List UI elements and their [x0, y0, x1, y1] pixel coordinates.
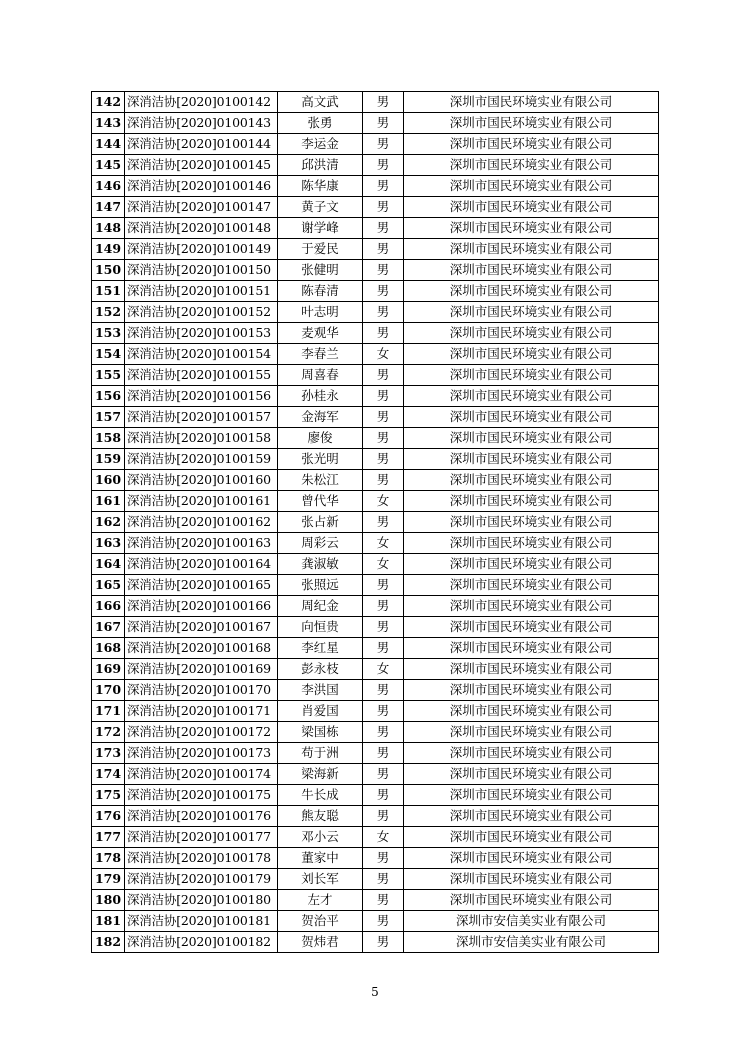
certificate-number-cell: 深消洁协[2020]0100173: [125, 743, 278, 764]
certificate-number-cell: 深消洁协[2020]0100149: [125, 239, 278, 260]
person-name-cell: 金海军: [278, 407, 363, 428]
row-number-cell: 172: [92, 722, 125, 743]
table-row: [92, 302, 659, 323]
row-number-cell: 143: [92, 113, 125, 134]
company-name-cell: 深圳市国民环境实业有限公司: [404, 365, 659, 386]
certificate-number-cell: 深消洁协[2020]0100176: [125, 806, 278, 827]
table-row: [92, 575, 659, 596]
certificate-number-cell: 深消洁协[2020]0100159: [125, 449, 278, 470]
row-number-cell: 162: [92, 512, 125, 533]
table-row: [92, 323, 659, 344]
certificate-number-cell: 深消洁协[2020]0100145: [125, 155, 278, 176]
certificate-number-cell: 深消洁协[2020]0100161: [125, 491, 278, 512]
company-name-cell: 深圳市国民环境实业有限公司: [404, 722, 659, 743]
company-name-cell: 深圳市国民环境实业有限公司: [404, 638, 659, 659]
person-name-cell: 熊友聪: [278, 806, 363, 827]
person-name-cell: 曾代华: [278, 491, 363, 512]
certificate-number-cell: 深消洁协[2020]0100164: [125, 554, 278, 575]
table-row: [92, 134, 659, 155]
gender-cell: 男: [363, 428, 404, 449]
gender-cell: 女: [363, 554, 404, 575]
person-name-cell: 周喜春: [278, 365, 363, 386]
company-name-cell: 深圳市国民环境实业有限公司: [404, 260, 659, 281]
row-number-cell: 151: [92, 281, 125, 302]
company-name-cell: 深圳市国民环境实业有限公司: [404, 470, 659, 491]
person-name-cell: 李春兰: [278, 344, 363, 365]
company-name-cell: 深圳市国民环境实业有限公司: [404, 134, 659, 155]
gender-cell: 男: [363, 155, 404, 176]
company-name-cell: 深圳市国民环境实业有限公司: [404, 407, 659, 428]
table-row: [92, 596, 659, 617]
certificate-number-cell: 深消洁协[2020]0100150: [125, 260, 278, 281]
table-row: [92, 722, 659, 743]
certificate-number-cell: 深消洁协[2020]0100171: [125, 701, 278, 722]
table-row: [92, 449, 659, 470]
company-name-cell: 深圳市国民环境实业有限公司: [404, 512, 659, 533]
gender-cell: 女: [363, 827, 404, 848]
gender-cell: 男: [363, 302, 404, 323]
certificate-number-cell: 深消洁协[2020]0100158: [125, 428, 278, 449]
person-name-cell: 彭永枝: [278, 659, 363, 680]
person-name-cell: 张光明: [278, 449, 363, 470]
person-name-cell: 刘长军: [278, 869, 363, 890]
company-name-cell: 深圳市国民环境实业有限公司: [404, 449, 659, 470]
person-name-cell: 孙桂永: [278, 386, 363, 407]
row-number-cell: 178: [92, 848, 125, 869]
person-name-cell: 肖爱国: [278, 701, 363, 722]
table-row: [92, 932, 659, 953]
certificate-number-cell: 深消洁协[2020]0100175: [125, 785, 278, 806]
table-row: [92, 827, 659, 848]
company-name-cell: 深圳市国民环境实业有限公司: [404, 596, 659, 617]
company-name-cell: 深圳市国民环境实业有限公司: [404, 617, 659, 638]
table-row: [92, 407, 659, 428]
row-number-cell: 173: [92, 743, 125, 764]
company-name-cell: 深圳市国民环境实业有限公司: [404, 239, 659, 260]
company-name-cell: 深圳市国民环境实业有限公司: [404, 176, 659, 197]
row-number-cell: 179: [92, 869, 125, 890]
certificate-number-cell: 深消洁协[2020]0100152: [125, 302, 278, 323]
roster-table: [91, 91, 659, 953]
gender-cell: 男: [363, 764, 404, 785]
row-number-cell: 160: [92, 470, 125, 491]
person-name-cell: 高文武: [278, 92, 363, 113]
company-name-cell: 深圳市国民环境实业有限公司: [404, 806, 659, 827]
person-name-cell: 贺治平: [278, 911, 363, 932]
row-number-cell: 147: [92, 197, 125, 218]
table-row: [92, 764, 659, 785]
table-row: [92, 260, 659, 281]
table-row: [92, 617, 659, 638]
company-name-cell: 深圳市国民环境实业有限公司: [404, 575, 659, 596]
company-name-cell: 深圳市国民环境实业有限公司: [404, 701, 659, 722]
gender-cell: 男: [363, 848, 404, 869]
row-number-cell: 177: [92, 827, 125, 848]
table-row: [92, 365, 659, 386]
company-name-cell: 深圳市国民环境实业有限公司: [404, 743, 659, 764]
certificate-number-cell: 深消洁协[2020]0100180: [125, 890, 278, 911]
person-name-cell: 麦观华: [278, 323, 363, 344]
certificate-number-cell: 深消洁协[2020]0100181: [125, 911, 278, 932]
company-name-cell: 深圳市国民环境实业有限公司: [404, 113, 659, 134]
row-number-cell: 165: [92, 575, 125, 596]
row-number-cell: 163: [92, 533, 125, 554]
company-name-cell: 深圳市国民环境实业有限公司: [404, 533, 659, 554]
table-row: [92, 890, 659, 911]
table-row: [92, 659, 659, 680]
row-number-cell: 170: [92, 680, 125, 701]
gender-cell: 男: [363, 134, 404, 155]
table-row: [92, 533, 659, 554]
certificate-number-cell: 深消洁协[2020]0100166: [125, 596, 278, 617]
row-number-cell: 146: [92, 176, 125, 197]
row-number-cell: 174: [92, 764, 125, 785]
row-number-cell: 145: [92, 155, 125, 176]
person-name-cell: 贺炜君: [278, 932, 363, 953]
gender-cell: 男: [363, 638, 404, 659]
row-number-cell: 168: [92, 638, 125, 659]
table-row: [92, 470, 659, 491]
person-name-cell: 于爱民: [278, 239, 363, 260]
gender-cell: 男: [363, 806, 404, 827]
person-name-cell: 陈华康: [278, 176, 363, 197]
certificate-number-cell: 深消洁协[2020]0100167: [125, 617, 278, 638]
table-row: [92, 680, 659, 701]
certificate-number-cell: 深消洁协[2020]0100160: [125, 470, 278, 491]
table-row: [92, 281, 659, 302]
gender-cell: 男: [363, 260, 404, 281]
table-row: [92, 386, 659, 407]
company-name-cell: 深圳市国民环境实业有限公司: [404, 491, 659, 512]
gender-cell: 男: [363, 407, 404, 428]
person-name-cell: 董家中: [278, 848, 363, 869]
gender-cell: 男: [363, 932, 404, 953]
person-name-cell: 梁海新: [278, 764, 363, 785]
person-name-cell: 张健明: [278, 260, 363, 281]
person-name-cell: 张勇: [278, 113, 363, 134]
gender-cell: 男: [363, 869, 404, 890]
company-name-cell: 深圳市国民环境实业有限公司: [404, 827, 659, 848]
certificate-number-cell: 深消洁协[2020]0100142: [125, 92, 278, 113]
table-row: [92, 344, 659, 365]
gender-cell: 女: [363, 533, 404, 554]
table-row: [92, 911, 659, 932]
person-name-cell: 邓小云: [278, 827, 363, 848]
row-number-cell: 169: [92, 659, 125, 680]
gender-cell: 男: [363, 890, 404, 911]
roster-table-body: [92, 92, 659, 953]
row-number-cell: 167: [92, 617, 125, 638]
certificate-number-cell: 深消洁协[2020]0100177: [125, 827, 278, 848]
gender-cell: 男: [363, 365, 404, 386]
gender-cell: 女: [363, 491, 404, 512]
company-name-cell: 深圳市国民环境实业有限公司: [404, 764, 659, 785]
row-number-cell: 161: [92, 491, 125, 512]
gender-cell: 男: [363, 449, 404, 470]
certificate-number-cell: 深消洁协[2020]0100170: [125, 680, 278, 701]
company-name-cell: 深圳市安信美实业有限公司: [404, 911, 659, 932]
table-row: [92, 113, 659, 134]
certificate-number-cell: 深消洁协[2020]0100172: [125, 722, 278, 743]
row-number-cell: 166: [92, 596, 125, 617]
certificate-number-cell: 深消洁协[2020]0100168: [125, 638, 278, 659]
person-name-cell: 廖俊: [278, 428, 363, 449]
gender-cell: 男: [363, 911, 404, 932]
table-row: [92, 491, 659, 512]
table-row: [92, 869, 659, 890]
gender-cell: 男: [363, 575, 404, 596]
certificate-number-cell: 深消洁协[2020]0100169: [125, 659, 278, 680]
gender-cell: 男: [363, 92, 404, 113]
gender-cell: 男: [363, 218, 404, 239]
certificate-number-cell: 深消洁协[2020]0100178: [125, 848, 278, 869]
person-name-cell: 黄子文: [278, 197, 363, 218]
row-number-cell: 154: [92, 344, 125, 365]
person-name-cell: 左才: [278, 890, 363, 911]
gender-cell: 男: [363, 617, 404, 638]
table-row: [92, 176, 659, 197]
row-number-cell: 182: [92, 932, 125, 953]
certificate-number-cell: 深消洁协[2020]0100153: [125, 323, 278, 344]
company-name-cell: 深圳市国民环境实业有限公司: [404, 302, 659, 323]
company-name-cell: 深圳市国民环境实业有限公司: [404, 554, 659, 575]
certificate-number-cell: 深消洁协[2020]0100144: [125, 134, 278, 155]
row-number-cell: 152: [92, 302, 125, 323]
page-number: 5: [371, 985, 379, 999]
certificate-number-cell: 深消洁协[2020]0100179: [125, 869, 278, 890]
table-row: [92, 806, 659, 827]
person-name-cell: 谢学峰: [278, 218, 363, 239]
table-row: [92, 743, 659, 764]
gender-cell: 男: [363, 596, 404, 617]
person-name-cell: 龚淑敏: [278, 554, 363, 575]
row-number-cell: 156: [92, 386, 125, 407]
company-name-cell: 深圳市国民环境实业有限公司: [404, 92, 659, 113]
certificate-number-cell: 深消洁协[2020]0100143: [125, 113, 278, 134]
gender-cell: 男: [363, 722, 404, 743]
row-number-cell: 171: [92, 701, 125, 722]
gender-cell: 男: [363, 197, 404, 218]
company-name-cell: 深圳市国民环境实业有限公司: [404, 680, 659, 701]
person-name-cell: 梁国栋: [278, 722, 363, 743]
person-name-cell: 陈春清: [278, 281, 363, 302]
company-name-cell: 深圳市国民环境实业有限公司: [404, 890, 659, 911]
company-name-cell: 深圳市国民环境实业有限公司: [404, 197, 659, 218]
gender-cell: 男: [363, 386, 404, 407]
gender-cell: 男: [363, 785, 404, 806]
certificate-number-cell: 深消洁协[2020]0100148: [125, 218, 278, 239]
gender-cell: 女: [363, 344, 404, 365]
row-number-cell: 181: [92, 911, 125, 932]
row-number-cell: 157: [92, 407, 125, 428]
gender-cell: 男: [363, 239, 404, 260]
row-number-cell: 149: [92, 239, 125, 260]
row-number-cell: 142: [92, 92, 125, 113]
gender-cell: 男: [363, 470, 404, 491]
gender-cell: 男: [363, 323, 404, 344]
company-name-cell: 深圳市安信美实业有限公司: [404, 932, 659, 953]
table-row: [92, 785, 659, 806]
row-number-cell: 158: [92, 428, 125, 449]
person-name-cell: 李洪国: [278, 680, 363, 701]
person-name-cell: 周纪金: [278, 596, 363, 617]
person-name-cell: 朱松江: [278, 470, 363, 491]
certificate-number-cell: 深消洁协[2020]0100163: [125, 533, 278, 554]
person-name-cell: 向恒贵: [278, 617, 363, 638]
person-name-cell: 牛长成: [278, 785, 363, 806]
table-row: [92, 428, 659, 449]
certificate-number-cell: 深消洁协[2020]0100157: [125, 407, 278, 428]
gender-cell: 男: [363, 680, 404, 701]
company-name-cell: 深圳市国民环境实业有限公司: [404, 785, 659, 806]
person-name-cell: 叶志明: [278, 302, 363, 323]
company-name-cell: 深圳市国民环境实业有限公司: [404, 323, 659, 344]
gender-cell: 女: [363, 659, 404, 680]
person-name-cell: 苟于洲: [278, 743, 363, 764]
certificate-number-cell: 深消洁协[2020]0100174: [125, 764, 278, 785]
gender-cell: 男: [363, 281, 404, 302]
gender-cell: 男: [363, 113, 404, 134]
table-row: [92, 155, 659, 176]
certificate-number-cell: 深消洁协[2020]0100146: [125, 176, 278, 197]
certificate-number-cell: 深消洁协[2020]0100182: [125, 932, 278, 953]
row-number-cell: 159: [92, 449, 125, 470]
person-name-cell: 周彩云: [278, 533, 363, 554]
person-name-cell: 李运金: [278, 134, 363, 155]
person-name-cell: 邱洪清: [278, 155, 363, 176]
certificate-number-cell: 深消洁协[2020]0100165: [125, 575, 278, 596]
certificate-number-cell: 深消洁协[2020]0100147: [125, 197, 278, 218]
company-name-cell: 深圳市国民环境实业有限公司: [404, 386, 659, 407]
row-number-cell: 164: [92, 554, 125, 575]
person-name-cell: 张占新: [278, 512, 363, 533]
table-row: [92, 239, 659, 260]
certificate-number-cell: 深消洁协[2020]0100154: [125, 344, 278, 365]
row-number-cell: 176: [92, 806, 125, 827]
gender-cell: 男: [363, 176, 404, 197]
row-number-cell: 148: [92, 218, 125, 239]
gender-cell: 男: [363, 743, 404, 764]
company-name-cell: 深圳市国民环境实业有限公司: [404, 155, 659, 176]
company-name-cell: 深圳市国民环境实业有限公司: [404, 848, 659, 869]
table-row: [92, 512, 659, 533]
certificate-number-cell: 深消洁协[2020]0100155: [125, 365, 278, 386]
company-name-cell: 深圳市国民环境实业有限公司: [404, 218, 659, 239]
row-number-cell: 150: [92, 260, 125, 281]
person-name-cell: 李红星: [278, 638, 363, 659]
table-row: [92, 218, 659, 239]
table-row: [92, 554, 659, 575]
company-name-cell: 深圳市国民环境实业有限公司: [404, 281, 659, 302]
certificate-number-cell: 深消洁协[2020]0100162: [125, 512, 278, 533]
gender-cell: 男: [363, 701, 404, 722]
row-number-cell: 180: [92, 890, 125, 911]
company-name-cell: 深圳市国民环境实业有限公司: [404, 659, 659, 680]
table-row: [92, 701, 659, 722]
table-row: [92, 197, 659, 218]
table-row: [92, 848, 659, 869]
company-name-cell: 深圳市国民环境实业有限公司: [404, 869, 659, 890]
gender-cell: 男: [363, 512, 404, 533]
row-number-cell: 144: [92, 134, 125, 155]
certificate-number-cell: 深消洁协[2020]0100156: [125, 386, 278, 407]
row-number-cell: 155: [92, 365, 125, 386]
company-name-cell: 深圳市国民环境实业有限公司: [404, 344, 659, 365]
certificate-number-cell: 深消洁协[2020]0100151: [125, 281, 278, 302]
table-row: [92, 92, 659, 113]
person-name-cell: 张照远: [278, 575, 363, 596]
row-number-cell: 175: [92, 785, 125, 806]
table-row: [92, 638, 659, 659]
row-number-cell: 153: [92, 323, 125, 344]
company-name-cell: 深圳市国民环境实业有限公司: [404, 428, 659, 449]
